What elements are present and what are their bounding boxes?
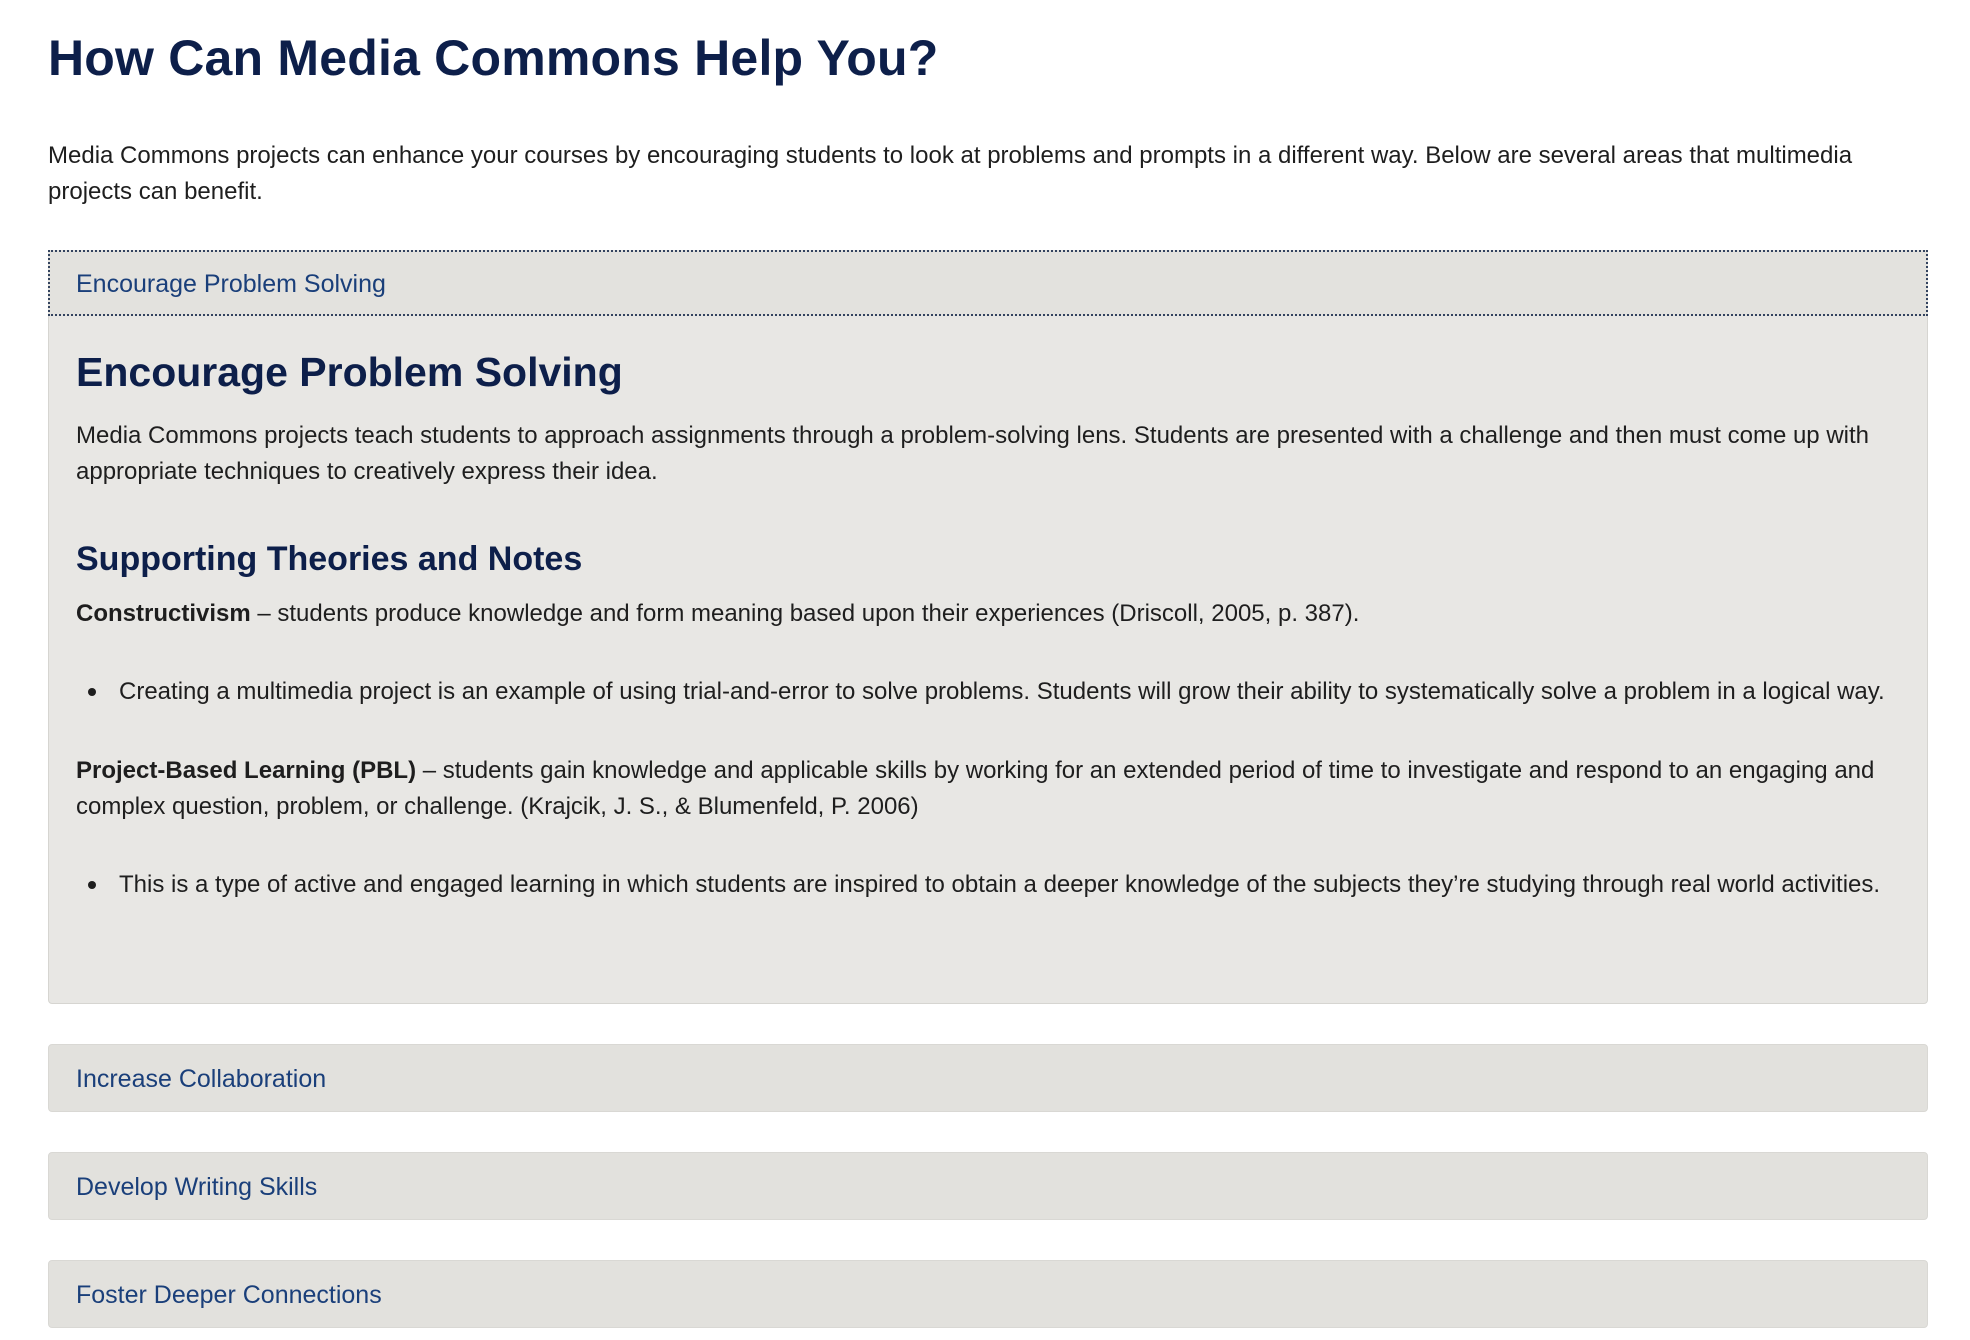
bullet-icon (88, 881, 96, 889)
theory-term: Project-Based Learning (PBL) (76, 757, 417, 784)
theory-pbl (76, 753, 1896, 825)
accordion-label: Increase Collaboration (76, 1065, 327, 1093)
section-paragraph: Media Commons projects teach students to approach assignments through a problem-solving lens. Students are presented with a challenge and then must come up with appropriate techniques to creatively express their idea. (76, 422, 1870, 485)
intro-paragraph: Media Commons projects can enhance your courses by encouraging students to look at problems and prompts in a different way. Below are several areas that multimedia projects can benefit. (48, 142, 1853, 205)
theory-description: – students produce knowledge and form meaning based upon their experiences (Driscoll, 2005, p. 387). (250, 600, 1360, 627)
accordion-header-problem-solving[interactable] (48, 250, 1928, 316)
theory-term: Constructivism (76, 600, 251, 627)
accordion-label: Encourage Problem Solving (76, 270, 386, 298)
accordion-header-collaboration[interactable] (48, 1044, 1928, 1112)
theory-description: – students gain knowledge and applicable skills by working for an extended period of time to investigate and respond to an engaging and complex question, problem, or challenge. (Krajcik, J. S., & Blumenfeld, P. 2006) (76, 757, 1875, 820)
accordion-header-deeper-connections[interactable] (48, 1260, 1928, 1328)
bullet-icon (88, 688, 96, 696)
supporting-theories-heading: Supporting Theories and Notes (76, 540, 583, 578)
section-heading: Encourage Problem Solving (76, 349, 623, 395)
accordion-label: Foster Deeper Connections (76, 1281, 382, 1309)
theory-constructivism (76, 596, 1896, 632)
accordion-header-writing-skills[interactable] (48, 1152, 1928, 1220)
list-item-text: This is a type of active and engaged learning in which students are inspired to obtain a deeper knowledge of the subjects they’re studying through real world activities. (119, 871, 1881, 898)
page-title: How Can Media Commons Help You? (48, 30, 939, 86)
accordion-label: Develop Writing Skills (76, 1173, 318, 1201)
list-item-text: Creating a multimedia project is an example of using trial-and-error to solve problems. Students will grow their ability to systematically solve a problem in a logical way. (119, 678, 1885, 705)
